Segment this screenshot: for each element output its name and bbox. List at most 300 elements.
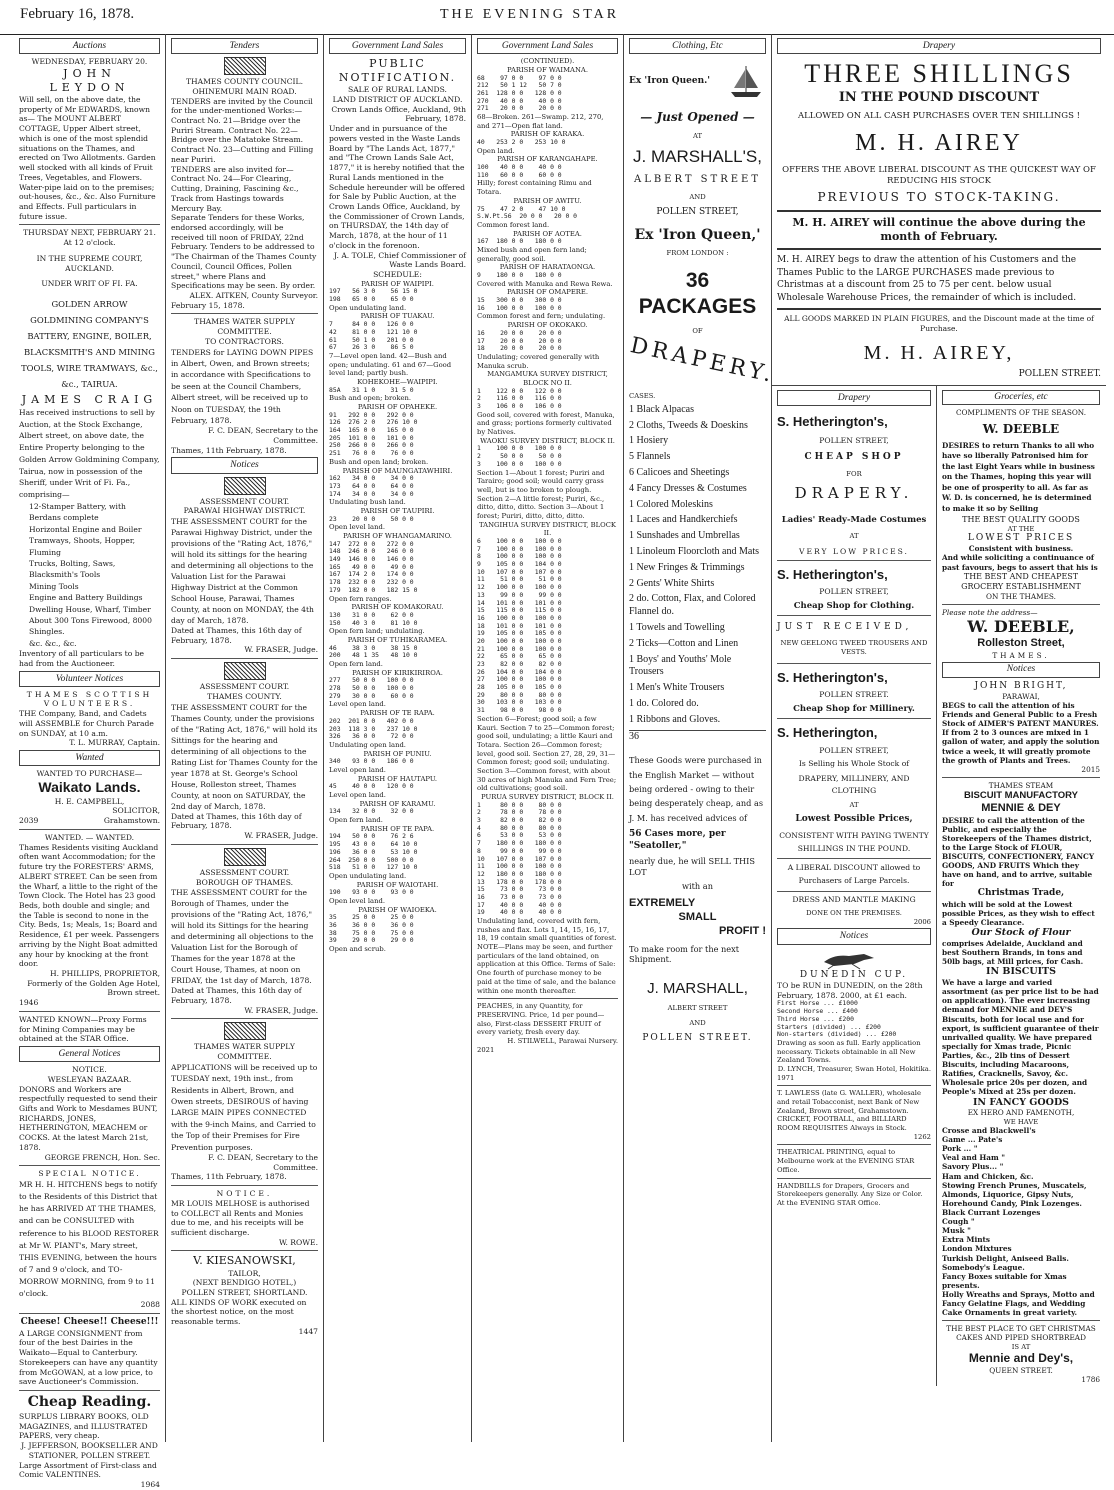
section-header-notices: Notices <box>171 457 318 473</box>
list-item: About 300 Tons Firewood, 8000 Shingles. <box>29 615 152 637</box>
parish-description: Open level land. <box>329 523 385 532</box>
mennie-body: DESIRE to call the attention of the Public, and especially the Storekeepers of the Thames district, to the Large Stock of FLOUR, BISCUITS, CONFECTIONERY, FANCY GOODS, AND FRUITS Which they have on hand, and to arrive, suitable for <box>942 815 1095 889</box>
parish-description: Open land. <box>477 146 515 155</box>
airey-name: M. H. AIREY <box>855 129 1023 156</box>
bright-name: JOHN BRIGHT, <box>974 680 1068 691</box>
parish-lots: 147 272 0 0 272 0 0 148 246 0 0 246 0 0 149 146 0 0 146 0 0 165 49 0 0 49 0 0 167 174 2 0 174 0 0 178 232 0 0 232 0 0 179 182 0 0 182 15 0 <box>329 539 418 594</box>
hetherington-street: POLLEN STREET, <box>819 436 889 446</box>
parish-lots: 40 253 2 0 253 10 0 <box>477 138 566 147</box>
nearly-line: nearly due, he will SELL THIS LOT <box>629 856 756 877</box>
column-govt-land-cont <box>472 34 624 1442</box>
water2-heading: THAMES WATER SUPPLY COMMITTEE. <box>194 1042 295 1062</box>
parish-description: Covered with Manuka and Rewa Rewa. <box>477 279 613 288</box>
campbell-name: H. E. CAMPBELL, <box>54 796 125 806</box>
goods-list: Crosse and Blackwell's Game ... Pate's Pork ... " Veal and Ham " Savory Plus... " Ham and Chicken, &c. Stowing French Prunes, Muscatels, Almonds, Liquorice, Gipsy Nuts, Horehound Candy, Pink Lozenges. Black Currant Lozenges Cough " Musk " Extra Mints London Mixtures Turkish Delight, Aniseed Balls. Somebody's League. Fancy Boxes suitable for Xmas presents. Holly Wreaths and Sprays, Motto and Fancy Gelatine Flags, and Wedding Cake Ornaments in great variety. <box>942 1126 1095 1318</box>
parish-name: PARISH OF KARAKA. <box>510 130 585 139</box>
section-header-drapery: Drapery <box>777 38 1101 54</box>
ad-number: 2039 <box>19 816 39 826</box>
section-header-auctions: Auctions <box>19 38 160 54</box>
parish-name: PARISH OF TE PAPA. <box>360 824 435 833</box>
mennie-name-2: Mennie and Dey's, <box>968 1351 1074 1366</box>
bright-parawai: PARAWAI, <box>1002 691 1040 701</box>
special-body: MR H. H. HITCHENS begs to notify to the Residents of this District that he has ARRIVED AT THE THAMES, and can be CONSULTED with reference to his BLOOD RESTORER at Mr W. PIANT's, Mary street, THIS EVENING, between the hours of 7 and 9 o'clock, and TO-MORROW MORNING, from 9 to 11 o'clock. <box>19 1180 159 1299</box>
ad-number: 1964 <box>140 1479 160 1489</box>
dean-signature: F. C. DEAN, Secretary to the Committee. <box>208 1152 318 1172</box>
peaches-body: PEACHES, in any Quantity, for PRESERVING. Price, 1d per pound—also, First-class DESSERT FRUIT of every variety, fresh every day. <box>477 1002 605 1037</box>
parish-lots: 35 25 0 0 25 0 0 36 36 0 0 36 0 0 38 75 0 0 75 0 0 39 29 0 0 29 0 0 <box>329 913 414 945</box>
parish-lots: 45 40 0 0 120 0 0 <box>329 782 414 791</box>
parish-lots: 85A 31 1 0 31 5 0 <box>329 385 414 394</box>
grocery-line: GROCERY ESTABLISHMENT <box>961 581 1081 591</box>
parish-name: PARISH OF TUAKAU. <box>360 312 435 321</box>
scottish-signature: T. L. MURRAY, Captain. <box>69 738 160 748</box>
hetherington-name-3: S. Hetherington's, <box>777 669 888 685</box>
parish-name: PARISH OF TUHIKARAMEA. <box>347 635 448 644</box>
parish-description: 7—Level open land. 42—Bush and open; undulating. 61 and 67—Good level land; partly bush. <box>329 351 452 378</box>
special-heading: SPECIAL NOTICE. <box>38 1169 141 1179</box>
auction-date-2: THURSDAY NEXT, FEBRUARY 21. <box>23 228 156 238</box>
from-london: FROM LONDON : <box>666 248 729 257</box>
district-heading: LAND DISTRICT OF AUCKLAND. <box>332 95 463 105</box>
parish-name: PARISH OF WAIOTAHI. <box>356 880 439 889</box>
just-opened: — Just Opened — <box>640 110 755 125</box>
valentines-line: Large Assortment of First-class and Comic VALENTINES. <box>19 1460 157 1480</box>
parish-name: PARISH OF WAIMANA. <box>507 65 588 74</box>
parish-lots: 68 97 0 0 97 0 0 212 50 1 12 50 7 0 261 128 0 0 128 0 0 270 40 0 0 40 0 0 271 20 0 0 20 0 0 <box>477 73 562 113</box>
best-quality: THE BEST QUALITY GOODS <box>962 514 1080 524</box>
coat-of-arms-icon <box>224 57 266 75</box>
hetherington-street-3: POLLEN STREET. <box>819 690 889 700</box>
column-drapery-block <box>772 34 1106 1442</box>
list-item: 5 Flannels <box>629 451 671 463</box>
parish-name: PARISH OF KIRIKIRIROA. <box>352 668 443 677</box>
parish-name: PARISH OF TAUPIRI. <box>360 506 435 515</box>
list-item: Trucks, Bolting, Saws, Blacksmith's Tools <box>29 558 116 580</box>
dean-signature: F. C. DEAN, Secretary to the Committee. <box>208 426 318 446</box>
column-tenders <box>166 34 324 1442</box>
parish-description: Open undulating land. <box>329 303 407 312</box>
list-item: 1 Black Alpacas <box>629 403 694 415</box>
christmas-trade: Christmas Trade, <box>977 888 1065 899</box>
hetherington-street-4: POLLEN STREET, <box>819 745 889 755</box>
airey-name-2: M. H. AIREY, <box>863 342 1015 365</box>
parish-name: PARISH OF AOTEA. <box>513 229 582 238</box>
section-header-volunteer: Volunteer Notices <box>19 671 160 687</box>
dunedin-cup: DUNEDIN CUP. <box>799 969 909 980</box>
list-item: 1 Towels and Towelling <box>629 621 725 633</box>
wanted-heading: WANTED TO PURCHASE— <box>36 769 143 779</box>
section-header-wanted: Wanted <box>19 750 160 766</box>
craig-name: JAMES CRAIG <box>21 392 158 406</box>
parish-description: Open fern ranges. <box>329 594 392 603</box>
parish-description: Bush and open land; broken. <box>329 457 429 466</box>
just-received: JUST RECEIVED, <box>777 621 913 632</box>
masthead <box>0 0 1114 35</box>
at-line-2: AT <box>849 801 859 810</box>
issue-date: February 16, 1878. <box>20 6 135 22</box>
fraser-signature: W. FRASER, Judge. <box>244 831 318 841</box>
pollen-street-2: POLLEN STREET. <box>642 1033 753 1044</box>
cases-list <box>629 404 766 727</box>
parawai-heading: PARAWAI HIGHWAY DISTRICT. <box>183 506 306 516</box>
racehorse-icon <box>804 948 904 970</box>
tailor-trade: TAILOR, <box>228 1268 261 1278</box>
cheap-reading-body: SURPLUS LIBRARY BOOKS, OLD MAGAZINES, and ILLUSTRATED PAPERS, very cheap. <box>19 1411 149 1441</box>
section-header-tenders: Tenders <box>171 38 318 54</box>
list-item: 2 Gents' White Shirts <box>629 577 715 589</box>
at-line: AT <box>849 532 859 541</box>
cheap-shop: CHEAP SHOP <box>804 452 904 463</box>
continued-line: (CONTINUED). <box>520 57 575 66</box>
pollen-street: POLLEN STREET, <box>656 207 739 218</box>
column-drapery-2 <box>772 386 937 1387</box>
cases56-line: 56 Cases more, per "Seatoller," <box>629 829 726 851</box>
parish-description: Undulating open land. <box>329 740 406 749</box>
list-item: &c. &c., &c. <box>29 638 77 648</box>
airey-pollen: POLLEN STREET. <box>1018 369 1101 380</box>
parish-description: Open level land. <box>329 896 385 905</box>
hetherington-name-2: S. Hetherington's, <box>777 566 888 582</box>
tenders-body-2: TENDERS are also invited for— Contract No. 24—For Clearing, Cutting, Draining, Fascining &c., Track from Hastings towards Mercury Bay. <box>171 164 299 213</box>
drapery-word: DRAPERY. <box>794 484 914 503</box>
handbills-body: HANDBILLS for Drapers, Grocers and Storekeepers generally. Any Size or Color. At the EVENING STAR Office. <box>777 1181 923 1207</box>
wanted2-heading: WANTED. — WANTED. <box>44 832 135 842</box>
at-line: AT <box>692 131 703 140</box>
coat-of-arms-icon <box>224 1022 266 1040</box>
phillips-former: Formerly of the Golden Age Hotel, Brown street. <box>27 978 160 998</box>
parish-lots: 162 34 0 0 34 0 0 173 64 0 0 64 0 0 174 34 0 0 34 0 0 <box>329 474 414 498</box>
list-item: 12-Stamper Battery, with Berdans complete <box>29 501 126 523</box>
parish-lots: 75 47 2 0 47 10 0 S.W.Pt.56 20 0 0 20 0 0 <box>477 204 578 221</box>
room-line: To make room for the next Shipment. <box>629 943 740 965</box>
scottish-body: THE Company, Band, and Cadets will ASSEMBLE for Church Parade on SUNDAY, at 10 a.m. <box>19 709 154 738</box>
of-line: OF <box>692 327 703 336</box>
deeble-name-2: W. DEEBLE, <box>967 616 1075 636</box>
section-header-groceries: Groceries, etc <box>942 390 1100 406</box>
golden-arrow-heading: GOLDEN ARROW GOLDMINING COMPANY'S BATTERY, ENGINE, BOILER, BLACKSMITH'S AND MINING TOOLS, WIRE TRAMWAYS, &c., &c., TAIRUA. <box>21 298 158 389</box>
lynch-signature: D. LYNCH, Treasurer, Swan Hotel, Hokitika. <box>777 1064 931 1073</box>
cheese-body: A LARGE CONSIGNMENT from four of the best Dairies in the Waikato—Equal to Canterbury. Storekeepers can have any quantity from McGOWAN, at a low price, to save Auctioneer's Commission. <box>19 1328 158 1387</box>
list-item: 2 do. Cotton, Flax, and Colored Flannel do. <box>629 593 756 618</box>
inventory-note: Inventory of all particulars to be had from the Auctioneer. <box>19 649 145 668</box>
parish-lots: 130 31 0 0 62 0 0 150 40 3 0 81 10 0 <box>329 610 418 627</box>
on-thames: ON THE THAMES. <box>986 591 1056 601</box>
and-line-2: AND <box>689 1018 706 1027</box>
bazaar-signature: GEORGE FRENCH, Hon. Sec. <box>44 1152 160 1162</box>
cases-total: 36 <box>629 730 766 744</box>
cheapest-line: THE BEST AND CHEAPEST <box>963 571 1079 581</box>
parish-name: PARISH OF WHANGAMARINO. <box>343 532 452 540</box>
auction-time: At 12 o'clock. <box>63 238 116 248</box>
list-item: 2 Ticks—Cotton and Linen <box>629 637 739 649</box>
ad-number: 2015 <box>1081 764 1100 774</box>
cheese-heading: Cheese! Cheese!! Cheese!!! <box>20 1317 159 1328</box>
queen-street: QUEEN STREET. <box>989 1366 1053 1376</box>
with-an: with an <box>682 881 713 892</box>
tender-date: February 15, 1878. <box>171 300 245 310</box>
coat-of-arms-icon <box>224 662 266 680</box>
auction-items <box>19 501 160 649</box>
parish-name: KOHEKOHE—WAIPIPI. <box>357 377 438 386</box>
bright-body: BEGS to call the attention of his Friends and General Public to a Fresh Stock of AIMER'S PATENT MANURES. If from 2 to 3 ounces are mixed in 1 gallon of water, and apply the solution twice a week, it will greatly promote the growth of Plants and Trees. <box>942 700 1100 765</box>
assessment-body-2: THE ASSESSMENT COURT for the Thames County, under the provisions of the "Rating Act, 1876," will hold its Sittings for the hearing and determining of all objections to the Rating List for Thames County for the year 1878 at St. George's School House, Rolleston street, Thames County, at noon on SATURDAY, the 2nd day of March, 1878. <box>171 702 318 811</box>
assessment-body-3: THE ASSESSMENT COURT for the Borough of Thames, under the provisions of the "Rating Act, 1876," will hold its Sittings for the hearing and determining all objections to the Valuation List for the Borough of Thames for the year 1878 at the Court House, Thames, at noon on FRIDAY, the 1st day of March, 1878. <box>171 888 314 986</box>
list-item: Tramways, Shoots, Hopper, Fluming <box>29 536 136 557</box>
small-line: SMALL <box>678 910 717 923</box>
survey-rows: 1 122 0 0 122 0 0 2 116 0 0 116 0 0 3 106 0 0 106 0 0 <box>477 386 562 411</box>
sale-heading: SALE OF RURAL LANDS. <box>348 85 447 95</box>
parish-lots: 15 300 0 0 300 0 0 16 100 0 0 100 0 0 <box>477 296 562 312</box>
parish-list <box>329 280 466 954</box>
survey-district: MANGAMUKA SURVEY DISTRICT, BLOCK NO II. <box>487 370 608 387</box>
liberal-discount: A LIBERAL DISCOUNT allowed to Purchasers of Large Parcels. <box>787 863 921 886</box>
dmc-line: DRAPERY, MILLINERY, AND CLOTHING <box>798 774 910 796</box>
list-item: 2 Cloths, Tweeds & Doeskins <box>629 419 748 431</box>
albert-street: ALBERT STREET <box>633 173 762 185</box>
ad-number: 2021 <box>477 1045 495 1054</box>
survey-rows: 1 100 0 0 100 0 0 2 50 0 0 50 0 0 3 100 0 0 100 0 0 <box>477 444 562 468</box>
list-item: 1 Colored Moleskins <box>629 498 713 510</box>
parish-name: PARISH OF PUNIU. <box>363 749 432 758</box>
ad-number: 1946 <box>19 998 39 1008</box>
list-item: Horizontal Engine and Boiler <box>29 524 142 534</box>
parish-name: PARISH OF AWITU. <box>513 196 582 205</box>
aitken-signature: ALEX. AITKEN, County Surveyor. <box>189 290 318 300</box>
stilwell-signature: H. STILWELL, Parawai Nursery. <box>507 1036 618 1045</box>
parish-name: PARISH OF KARAMU. <box>359 799 436 808</box>
flour-body: comprises Adelaide, Auckland and best Southern Brands, in tons and 50lb bags, at Mill prices, for Cash. <box>942 938 1084 967</box>
list-item: 1 Men's White Trousers <box>629 682 725 694</box>
parish-description: Level open land. <box>329 700 386 709</box>
notice-heading: NOTICE. <box>72 1065 107 1075</box>
biscuits-body: We have a large and varied assortment (as per price list to be had on application). The ever increasing demand for MENNIE and DEY'S Biscuits, both for local use and for export, is sufficient guarantee of their unrivalled quality. We have prepared specially for Xmas trade, Picnic Parties, &c., 2lb tins of Dessert Biscuits, including Macaroons, Ratifies, Cracknells, Savoy, &c. Wholesale price 20s per dozen, and People's Mixed at 25s per dozen. <box>942 978 1099 1097</box>
marked-line: ALL GOODS MARKED IN PLAIN FIGURES, and the Discount made at the time of Purchase. <box>784 314 1094 333</box>
hetherington-name: S. Hetherington's, <box>777 413 888 429</box>
section-header-notices-2: Notices <box>777 928 931 944</box>
offers-line: OFFERS THE ABOVE LIBERAL DISCOUNT AS THE QUICKEST WAY OF REDUCING HIS STOCK <box>782 164 1096 186</box>
extremely-line: EXTREMELY <box>629 896 696 909</box>
notice-body: MR LOUIS MELHOSE is authorised to COLLECT all Rents and Monies due to me, and his receipts will be sufficient discharge. <box>171 1198 310 1237</box>
purchased-body: These Goods were purchased in the English Market — without being ordered - owing to their being desperately cheap, and as J. M. has received advices of <box>629 755 764 823</box>
column-govt-land <box>324 34 472 1442</box>
section-header-general: General Notices <box>19 1046 160 1062</box>
assessment-heading-2: ASSESSMENT COURT. <box>199 682 290 692</box>
auctioneer-name: JOHN LEYDON <box>49 66 130 94</box>
for-line: FOR <box>846 469 862 478</box>
albert-street-2: ALBERT STREET <box>667 1004 728 1013</box>
section-header-drapery-2: Drapery <box>777 390 931 406</box>
grahamstown-line: Grahamstown. <box>103 816 160 826</box>
parish-lots: 7 84 0 0 126 0 0 42 81 0 0 121 10 0 61 50 1 0 201 0 0 67 26 3 0 86 5 0 <box>329 320 418 352</box>
parish-name: PARISH OF WAIOEKA. <box>358 905 437 914</box>
parish-description: Open fern land; undulating. <box>329 627 425 636</box>
scottish-heading: THAMES SCOTTISH VOLUNTEERS. <box>26 689 153 709</box>
rolleston-street: Rolleston Street, <box>977 636 1065 649</box>
note-address: Please note the address— <box>942 607 1038 617</box>
auction-date: WEDNESDAY, FEBRUARY 20. <box>31 57 148 67</box>
fancy-heading: IN FANCY GOODS <box>972 1096 1070 1108</box>
tailor-body: ALL KINDS OF WORK executed on the shortest notice, on the most reasonable terms. <box>171 1297 307 1327</box>
dunedin-body: TO be RUN in DUNEDIN, on the 28th February, 1878. 2000, at £1 each. <box>777 981 923 1000</box>
column-auctions <box>14 34 166 1489</box>
list-item: Engine and Battery Buildings <box>29 593 143 603</box>
county-heading: THAMES COUNTY. <box>207 691 282 701</box>
parish-list <box>477 66 618 370</box>
deeble-name: W. DEEBLE <box>982 421 1060 436</box>
survey-rows: 6 100 0 0 100 0 0 7 100 0 0 100 0 0 8 100 0 0 100 0 0 9 105 0 0 104 0 0 10 107 0 0 107 0 0 11 51 0 0 51 0 0 12 100 0 0 100 0 0 13 99 0 0 99 0 0 14 101 0 0 101 0 0 15 115 0 0 115 0 0 16 100 0 0 100 0 0 18 101 0 0 101 0 0 19 105 0 0 105 0 0 20 100 0 0 100 0 0 21 100 0 0 100 0 0 22 65 0 0 65 0 0 23 82 0 0 82 0 0 26 104 0 0 104 0 0 27 100 0 0 100 0 0 28 105 0 0 105 0 0 29 80 0 0 80 0 0 30 103 0 0 103 0 0 31 98 0 0 98 0 0 <box>477 537 562 715</box>
parish-name: PARISH OF HAUTAPU. <box>357 774 438 783</box>
and-line: AND <box>689 192 706 201</box>
parish-description: Common forest and fern; undulating. <box>477 312 606 321</box>
parish-lots: 91 292 0 0 292 0 0 126 276 2 0 276 10 0 164 165 0 0 165 0 0 205 101 0 0 101 0 0 250 266 0 0 266 0 0 251 76 0 0 76 0 0 <box>329 410 418 458</box>
cheap-clothing: Cheap Shop for Clothing. <box>793 601 915 612</box>
selling-line: Is Selling his Whole Stock of <box>798 759 910 769</box>
auction-body: Will sell, on the above date, the property of Mr EDWARDS, known as— The MOUNT ALBERT COTTAGE, Upper Albert street, which is one of the most splendid situations on the Thames, and erected on Two Allotments. Garden well stocked with all kinds of Fruit Trees, Vegetables, and Flowers. Water-pipe laid on to the premises; out-houses, &c., &c. Also Furniture and Effects. Full particulars in future issue. <box>19 95 156 221</box>
parish-name: PARISH OF KARANGAHAPE. <box>497 155 598 164</box>
list-item: 1 do. Colored do. <box>629 697 699 709</box>
sailing-ship-icon <box>726 62 766 102</box>
ad-number: 1262 <box>913 1132 931 1141</box>
list-item: Mining Tools <box>29 581 79 591</box>
hetherington-street-2: POLLEN STREET, <box>819 587 889 597</box>
bazaar-body: DONORS and Workers are respectfully requested to send their Gifts and Work to Mesdames BUNT, RICHARDS, JONES, HETHERINGTON, MEACHEM or COCKS. At the latest March 21st, 1878. <box>19 1084 158 1152</box>
jefferson-name: J. JEFFERSON, BOOKSELLER AND STATIONER, POLLEN STREET. <box>21 1441 158 1460</box>
fraser-signature: W. FRASER, Judge. <box>244 645 318 655</box>
water-heading: THAMES WATER SUPPLY COMMITTEE. <box>194 317 295 337</box>
parish-lots: 190 93 0 0 93 0 0 <box>329 888 414 897</box>
consistent-line: CONSISTENT WITH PAYING TWENTY SHILLINGS IN THE POUND. <box>779 830 929 853</box>
survey-district: WAOKU SURVEY DISTRICT, BLOCK II. <box>480 436 615 445</box>
soliciting-line: And while soliciting a continuance of past favours, begs to assert that his is <box>942 553 1098 572</box>
consistent-business: Consistent with business. <box>968 544 1074 554</box>
three-shillings: THREE SHILLINGS <box>804 59 1074 89</box>
flour-heading: Our Stock of Flour <box>971 927 1071 939</box>
survey-district: PURUA SURVEY DISTRICT, BLOCK II. <box>481 793 614 802</box>
hetherington-name-4: S. Hetherington, <box>777 725 878 741</box>
mennie-name: MENNIE & DEY <box>981 801 1061 814</box>
tenders-body-3: Separate Tenders for these Works, endorsed accordingly, will be received till noon of FRIDAY, 22nd February. Tenders to be addressed to "The Chairman of the Thames County Council, Council Offices, Pollen street," where Plans and Specifications may be seen. By order. <box>171 213 317 291</box>
ex-iron-queen-left: Ex 'Iron Queen.' <box>629 76 711 87</box>
lowest-prices: Lowest Possible Prices, <box>795 814 913 825</box>
parish-description: Open and scrub. <box>329 945 386 954</box>
parish-lots: 23 20 0 0 50 0 0 <box>329 514 414 523</box>
parish-lots: 16 20 0 0 20 0 0 17 20 0 0 20 0 0 18 20 0 0 20 0 0 <box>477 328 562 353</box>
draw-line: M. H. AIREY begs to draw the attention of his Customers and the Thames Public to the LARGE PURCHASES made previous to Christmas at a discount from 25 to 75 per cent. below usual Wholesale Warehouse Prices, the remainder of which is included. <box>777 254 1077 303</box>
parish-lots: 134 32 0 0 32 0 0 <box>329 807 414 816</box>
steam-line: THAMES STEAM <box>988 780 1054 790</box>
assessment-body-1: THE ASSESSMENT COURT for the Parawai Highway District, under the provisions of the "Rating Act, 1876," will hold its sittings for the hearing and determining all objections to the Valuation List for the Parawai Highway District at the Common School House, Parawai, Thames County, at noon on MONDAY, the 4th day of March, 1878. <box>171 517 314 626</box>
rowe-signature: W. ROWE. <box>278 1237 318 1247</box>
drawing-line: Drawing as soon as full. Early application necessary. Tickets obtainable in all New Zealand Towns. <box>777 1038 921 1065</box>
parish-description: Open undulating land. <box>329 871 407 880</box>
thames-line: THAMES. <box>992 650 1050 660</box>
parish-name: PARISH OF TE RAPA. <box>360 709 435 718</box>
biscuits-heading: IN BISCUITS <box>986 966 1056 978</box>
parish-name: PARISH OF HARATAONGA. <box>499 263 596 272</box>
list-item: 1 Sunshades and Umbrellas <box>629 530 740 542</box>
ad-number: 2088 <box>140 1300 160 1310</box>
writ-line: UNDER WRIT OF FI. FA. <box>41 279 138 289</box>
at-the: AT THE <box>1007 524 1035 533</box>
parish-name: PARISH OF WAIPIPI. <box>361 279 434 288</box>
geelong-line: NEW GEELONG TWEED TROUSERS AND VESTS. <box>780 639 928 657</box>
parish-lots: 167 180 0 0 180 0 0 <box>477 237 562 246</box>
section-header-notices-3: Notices <box>942 662 1100 678</box>
printing-body: THEATRICAL PRINTING, equal to Melbourne work at the EVENING STAR Office. <box>777 1148 915 1174</box>
survey-district: TANGIHUA SURVEY DISTRICT, BLOCK II. <box>479 520 616 538</box>
packages-heading: 36 PACKAGES <box>638 268 757 319</box>
list-item: 1 Laces and Handkerchiefs <box>629 514 738 526</box>
schedule-heading: SCHEDULE: <box>373 269 422 279</box>
hero-line: EX HERO AND FAMENOTH, <box>967 1108 1075 1118</box>
parish-name: PARISH OF OMAPERE. <box>506 288 589 297</box>
section-header-govt-land: Government Land Sales <box>329 38 466 54</box>
survey-desc: Section 1—About 1 forest; Puriri and Tarairo; good soil; would carry grass well, but is too broken to plough. Section 2—A little forest; Puriri, &c., ditto, ditto, ditto. Section 3—About 1 forest; Puriri, ditto, ditto, ditto. <box>477 468 605 520</box>
parish-description: Mixed bush and open fern land; generally, good soil. <box>477 245 587 263</box>
parish-name: PARISH OF KOMAKORAU. <box>351 603 444 612</box>
assessment-dated-3: Dated at Thames, this 16th day of February, 1878. <box>171 986 302 1005</box>
lawless-body: T. LAWLESS (late G. WALLER), wholesale and retail Tobacconist, next Bank of New Zealand, Brown street, Grahamstown. CRICKET, FOOTBALL, and BILLIARD ROOM REQUISITES Always in Stock. <box>777 1089 921 1133</box>
coat-of-arms-icon <box>224 848 266 866</box>
parish-name: PARISH OF OPAHEKE. <box>357 403 438 411</box>
continue-line: M. H. AIREY will continue the above during the month of February. <box>792 215 1086 243</box>
water-date: Thames, 11th February, 1878. <box>171 445 287 455</box>
notice-heading: NOTICE. <box>216 1189 273 1199</box>
biscuit-heading: BISCUIT MANUFACTORY <box>964 789 1078 801</box>
marshall-name-2: J. MARSHALL, <box>647 979 748 997</box>
parish-lots: 202 201 0 0 402 0 0 203 118 3 0 237 10 0 326 36 0 0 72 0 0 <box>329 716 418 741</box>
survey-desc: Undulating land, covered with fern, rushes and flax. Lots 1, 14, 15, 16, 17, 18, 19 contain small quantities of forest. <box>477 917 617 943</box>
section-header-clothing: Clothing, Etc <box>629 38 766 54</box>
column-groceries <box>937 386 1105 1387</box>
list-item: Dwelling House, Wharf, Timber <box>29 604 151 614</box>
columns <box>14 34 1106 1489</box>
parish-description: Level open land. <box>329 791 386 799</box>
parish-lots: 340 93 0 0 186 0 0 <box>329 757 414 766</box>
marshall-name: J. MARSHALL'S, <box>633 147 762 167</box>
survey-rows: 1 80 0 0 80 0 0 2 78 0 0 78 0 0 3 82 0 0 82 0 0 4 80 0 0 80 0 0 6 53 0 0 53 0 0 7 180 0 0 180 0 0 8 99 0 0 99 0 0 10 107 0 0 107 0 0 11 100 0 0 100 0 0 12 180 0 0 180 0 0 13 178 0 0 178 0 0 15 73 0 0 73 0 0 16 73 0 0 73 0 0 17 40 0 0 40 0 0 19 40 0 0 40 0 0 <box>477 800 562 917</box>
survey-desc: Section 6—Forest; good soil; a few Kauri. Section 7 to 25—Common forest; good soil, undulating; a little Kauri and Totara. Section 26—Common forest; level, good soil. Section 27, 28, 29, 31—Common forest; good soil; undulating. Section 3—Common forest, with about 30 acres of high Manuka and Fern Tree; old cultivations; good soil. <box>477 714 617 793</box>
drapery-heading: DRAPERY. <box>628 333 778 389</box>
prize-list: First Horse ... £1000 Second Horse ... £400 Third Horse ... £200 Starters (divided) ... £200 Non-starters (divided) ... £200 <box>777 999 897 1039</box>
lowest-prices-2: LOWEST PRICES <box>967 533 1075 544</box>
cheap-millinery: Cheap Shop for Millinery. <box>793 704 915 715</box>
profit-line: PROFIT ! <box>718 924 766 937</box>
water2-date: Thames, 11th February, 1878. <box>171 1172 287 1182</box>
wanted3-body: WANTED KNOWN—Proxy Forms for Mining Companies may be obtained at the STAR Office. <box>19 1014 147 1044</box>
ex-iron-queen: Ex 'Iron Queen,' <box>634 226 761 243</box>
allowed-line: ALLOWED ON ALL CASH PURCHASES OVER TEN SHILLINGS ! <box>797 111 1081 122</box>
cheap-reading-heading: Cheap Reading. <box>27 1394 152 1411</box>
road-heading: OHINEMURI MAIN ROAD. <box>192 86 297 96</box>
assessment-heading-3: ASSESSMENT COURT. <box>199 867 290 877</box>
bazaar-heading: WESLEYAN BAZAAR. <box>47 1074 132 1084</box>
parish-lots: 277 50 0 0 100 0 0 278 50 0 0 100 0 0 279 30 0 0 60 0 0 <box>329 676 414 700</box>
list-item: 6 Calicoes and Sheetings <box>629 467 730 479</box>
parish-description: Undulating bush land. <box>329 498 406 507</box>
parish-description: Common forest land. <box>477 220 550 229</box>
craig-body: Has received instructions to sell by Auction, at the Stock Exchange, Albert street, on above date, the Entire Property belonging to the Golden Arrow Goldmining Company, Tairua, now in possession of the Sheriff, under Writ of Fi. Fa., comprising— <box>19 407 160 500</box>
list-item: 1 New Fringes & Trimmings <box>629 561 745 573</box>
parish-description: Undulating; covered generally with Manuka scrub. <box>477 352 600 370</box>
ladies-costumes: Ladies' Ready-Made Costumes <box>781 515 927 526</box>
coat-of-arms-icon <box>224 477 266 495</box>
wanted2-body: Thames Residents visiting Auckland often want Accommodation; for the future try the FORESTERS' ARMS, ALBERT STREET. Can be seen from the Wharf, a little to the right of the Town Clock. The Hotel has 23 good Beds, both double and single; and the Table is second to none in the City. Beds, 1s; Meals, 1s; Board and Residence, £1 per week. Passengers arriving by the Night Boat admitted any hour by knocking at the front door. <box>19 842 160 969</box>
tailor-address: POLLEN STREET, SHORTLAND. <box>181 1287 308 1297</box>
list-item: 4 Fancy Dresses & Costumes <box>629 482 747 494</box>
very-low-prices: VERY LOW PRICES. <box>799 547 909 557</box>
waikato-lands: Waikato Lands. <box>38 778 141 795</box>
